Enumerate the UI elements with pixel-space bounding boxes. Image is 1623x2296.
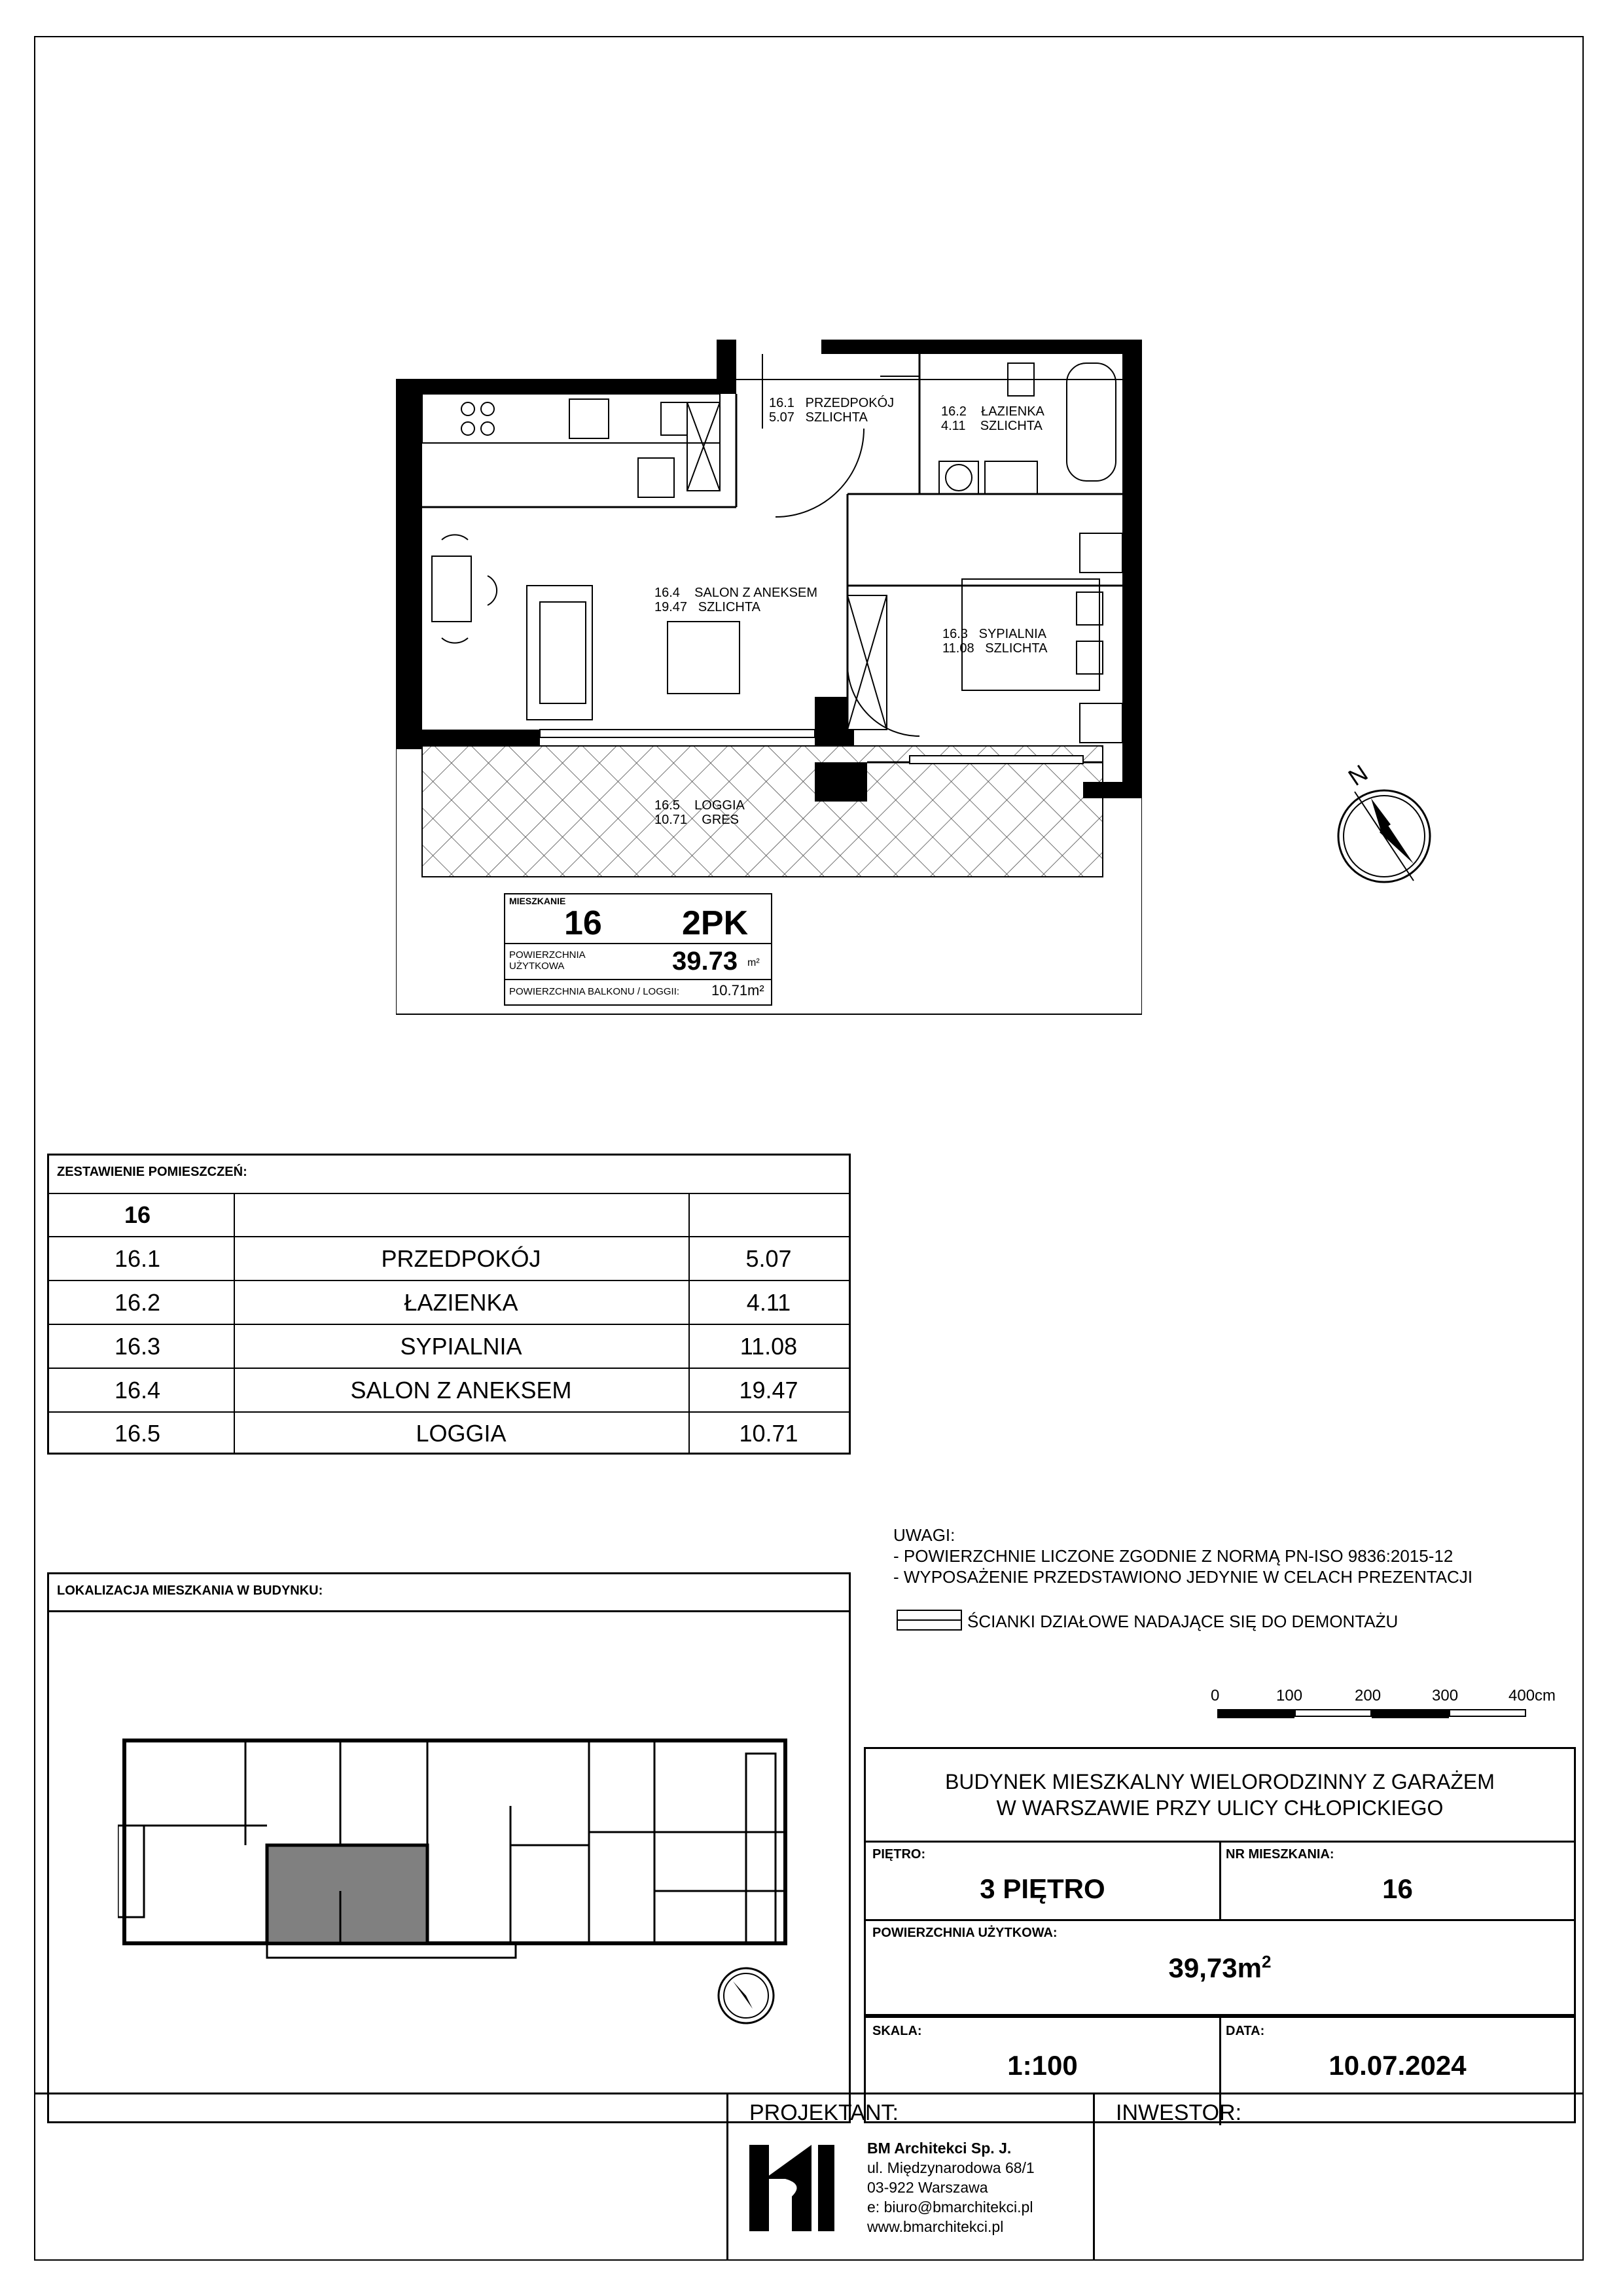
scale-label: SKALA: <box>872 2024 922 2038</box>
floor-label: PIĘTRO: <box>872 1847 926 1862</box>
date-value: 10.07.2024 <box>1329 2050 1467 2081</box>
footer-divider <box>34 2093 1584 2094</box>
room-area: 5.07 <box>745 1245 792 1272</box>
apartment-area-unit: m² <box>747 957 760 968</box>
notes-block <box>893 1525 1472 1587</box>
room-id: 16.4 <box>114 1376 161 1404</box>
room-area: 19.47 <box>739 1376 798 1404</box>
designer-label: PROJEKTANT: <box>749 2100 899 2125</box>
address-line-2: 03-922 Warszawa <box>867 2179 988 2196</box>
scale-tick: 300 <box>1432 1687 1459 1704</box>
table-row <box>49 1193 849 1236</box>
email[interactable]: e: biuro@bmarchitekci.pl <box>867 2199 1033 2216</box>
building-title <box>866 1749 1574 1841</box>
apartment-number: 16 <box>564 904 602 942</box>
room-area: 4.11 <box>746 1288 791 1316</box>
usable-area-label: POWIERZCHNIA UŻYTKOWA: <box>872 1926 1058 1940</box>
scale-tick: 400cm <box>1508 1687 1556 1704</box>
notes-title: UWAGI: <box>893 1525 955 1545</box>
room-label-16-3: 16.3 SYPIALNIA 11.08 SZLICHTA <box>942 627 1048 656</box>
building-title-line-1: BUDYNEK MIESZKALNY WIELORODZINNY Z GARAŻEM <box>945 1770 1495 1793</box>
room-id: 16.3 <box>114 1332 161 1360</box>
apt-number-label: NR MIESZKANIA: <box>1226 1847 1334 1862</box>
rooms-table-header: ZESTAWIENIE POMIESZCZEŃ: <box>57 1165 247 1179</box>
demountable-wall-legend-swatch <box>897 1610 962 1631</box>
footer-divider-right <box>1093 2093 1095 2261</box>
building-title-line-2: W WARSZAWIE PRZY ULICY CHŁOPICKIEGO <box>996 1796 1444 1820</box>
room-label-16-1: 16.1 PRZEDPOKÓJ 5.07 SZLICHTA <box>769 396 895 425</box>
room-area: 11.08 <box>740 1332 798 1360</box>
usable-area-value: $39,73m^2$ <box>1168 1952 1272 1983</box>
table-row <box>49 1368 849 1411</box>
scale-tick: 0 <box>1211 1687 1220 1704</box>
company-name: BM Architekci Sp. J. <box>867 2140 1012 2157</box>
apartment-type: 2PK <box>682 904 749 942</box>
table-row <box>49 1324 849 1368</box>
room-name: SYPIALNIA <box>400 1332 522 1360</box>
north-label: N <box>1343 759 1373 791</box>
notes-line-1: - POWIERZCHNIE LICZONE ZGODNIE Z NORMĄ PN-ISO 9836:2015-12 <box>893 1546 1454 1566</box>
balcony-area-value: 10.71m² <box>711 982 764 998</box>
scale-tick: 200 <box>1355 1687 1382 1704</box>
table-row <box>49 1280 849 1324</box>
room-id: 16.5 <box>114 1420 161 1447</box>
building-key-plan <box>118 1734 792 2035</box>
balcony-area-label: POWIERZCHNIA BALKONU / LOGGII: <box>509 986 680 997</box>
room-id: 16.2 <box>114 1288 161 1316</box>
room-label-16-5: 16.5 LOGGIA 10.71 GRES <box>654 798 745 827</box>
scale-bar <box>1211 1682 1556 1721</box>
room-name: SALON Z ANEKSEM <box>350 1376 572 1404</box>
rooms-table <box>47 1154 851 1455</box>
apartment-number-cell: 16 <box>124 1201 151 1228</box>
apartment-area-value: 39.73 <box>672 947 738 976</box>
investor-label: INWESTOR: <box>1116 2100 1242 2125</box>
legend-label: ŚCIANKI DZIAŁOWE NADAJĄCE SIĘ DO DEMONTAŻU <box>967 1612 1399 1631</box>
room-name: PRZEDPOKÓJ <box>381 1245 541 1272</box>
date-label: DATA: <box>1226 2024 1265 2038</box>
room-label-16-4: 16.4 SALON Z ANEKSEM 19.47 SZLICHTA <box>654 586 818 614</box>
bm-architekci-logo-icon <box>746 2140 838 2234</box>
location-header: LOKALIZACJA MIESZKANIA W BUDYNKU: <box>57 1583 323 1598</box>
apartment-area-label: POWIERZCHNIA UŻYTKOWA <box>509 949 585 972</box>
apartment-info-box <box>504 893 772 1006</box>
website[interactable]: www.bmarchitekci.pl <box>867 2218 1004 2235</box>
room-area: 10.71 <box>739 1420 798 1447</box>
north-arrow-icon <box>1322 752 1453 883</box>
designer-contact <box>867 2138 1035 2236</box>
scale-value: 1:100 <box>1007 2050 1078 2081</box>
table-row <box>49 1236 849 1280</box>
room-label-16-2: 16.2 ŁAZIENKA 4.11 SZLICHTA <box>941 404 1044 433</box>
title-block <box>864 1747 1576 2123</box>
scale-tick: 100 <box>1276 1687 1303 1704</box>
footer-divider-left <box>726 2093 728 2261</box>
apartment-label: MIESZKANIE <box>509 896 566 906</box>
room-name: LOGGIA <box>416 1420 507 1447</box>
room-name: ŁAZIENKA <box>404 1288 518 1316</box>
notes-line-2: - WYPOSAŻENIE PRZEDSTAWIONO JEDYNIE W CELACH PREZENTACJI <box>893 1567 1473 1587</box>
floor-value: 3 PIĘTRO <box>980 1873 1105 1904</box>
table-row <box>49 1411 849 1455</box>
apt-number-value: 16 <box>1382 1873 1413 1904</box>
address-line-1: ul. Międzynarodowa 68/1 <box>867 2159 1035 2176</box>
room-id: 16.1 <box>114 1245 161 1272</box>
